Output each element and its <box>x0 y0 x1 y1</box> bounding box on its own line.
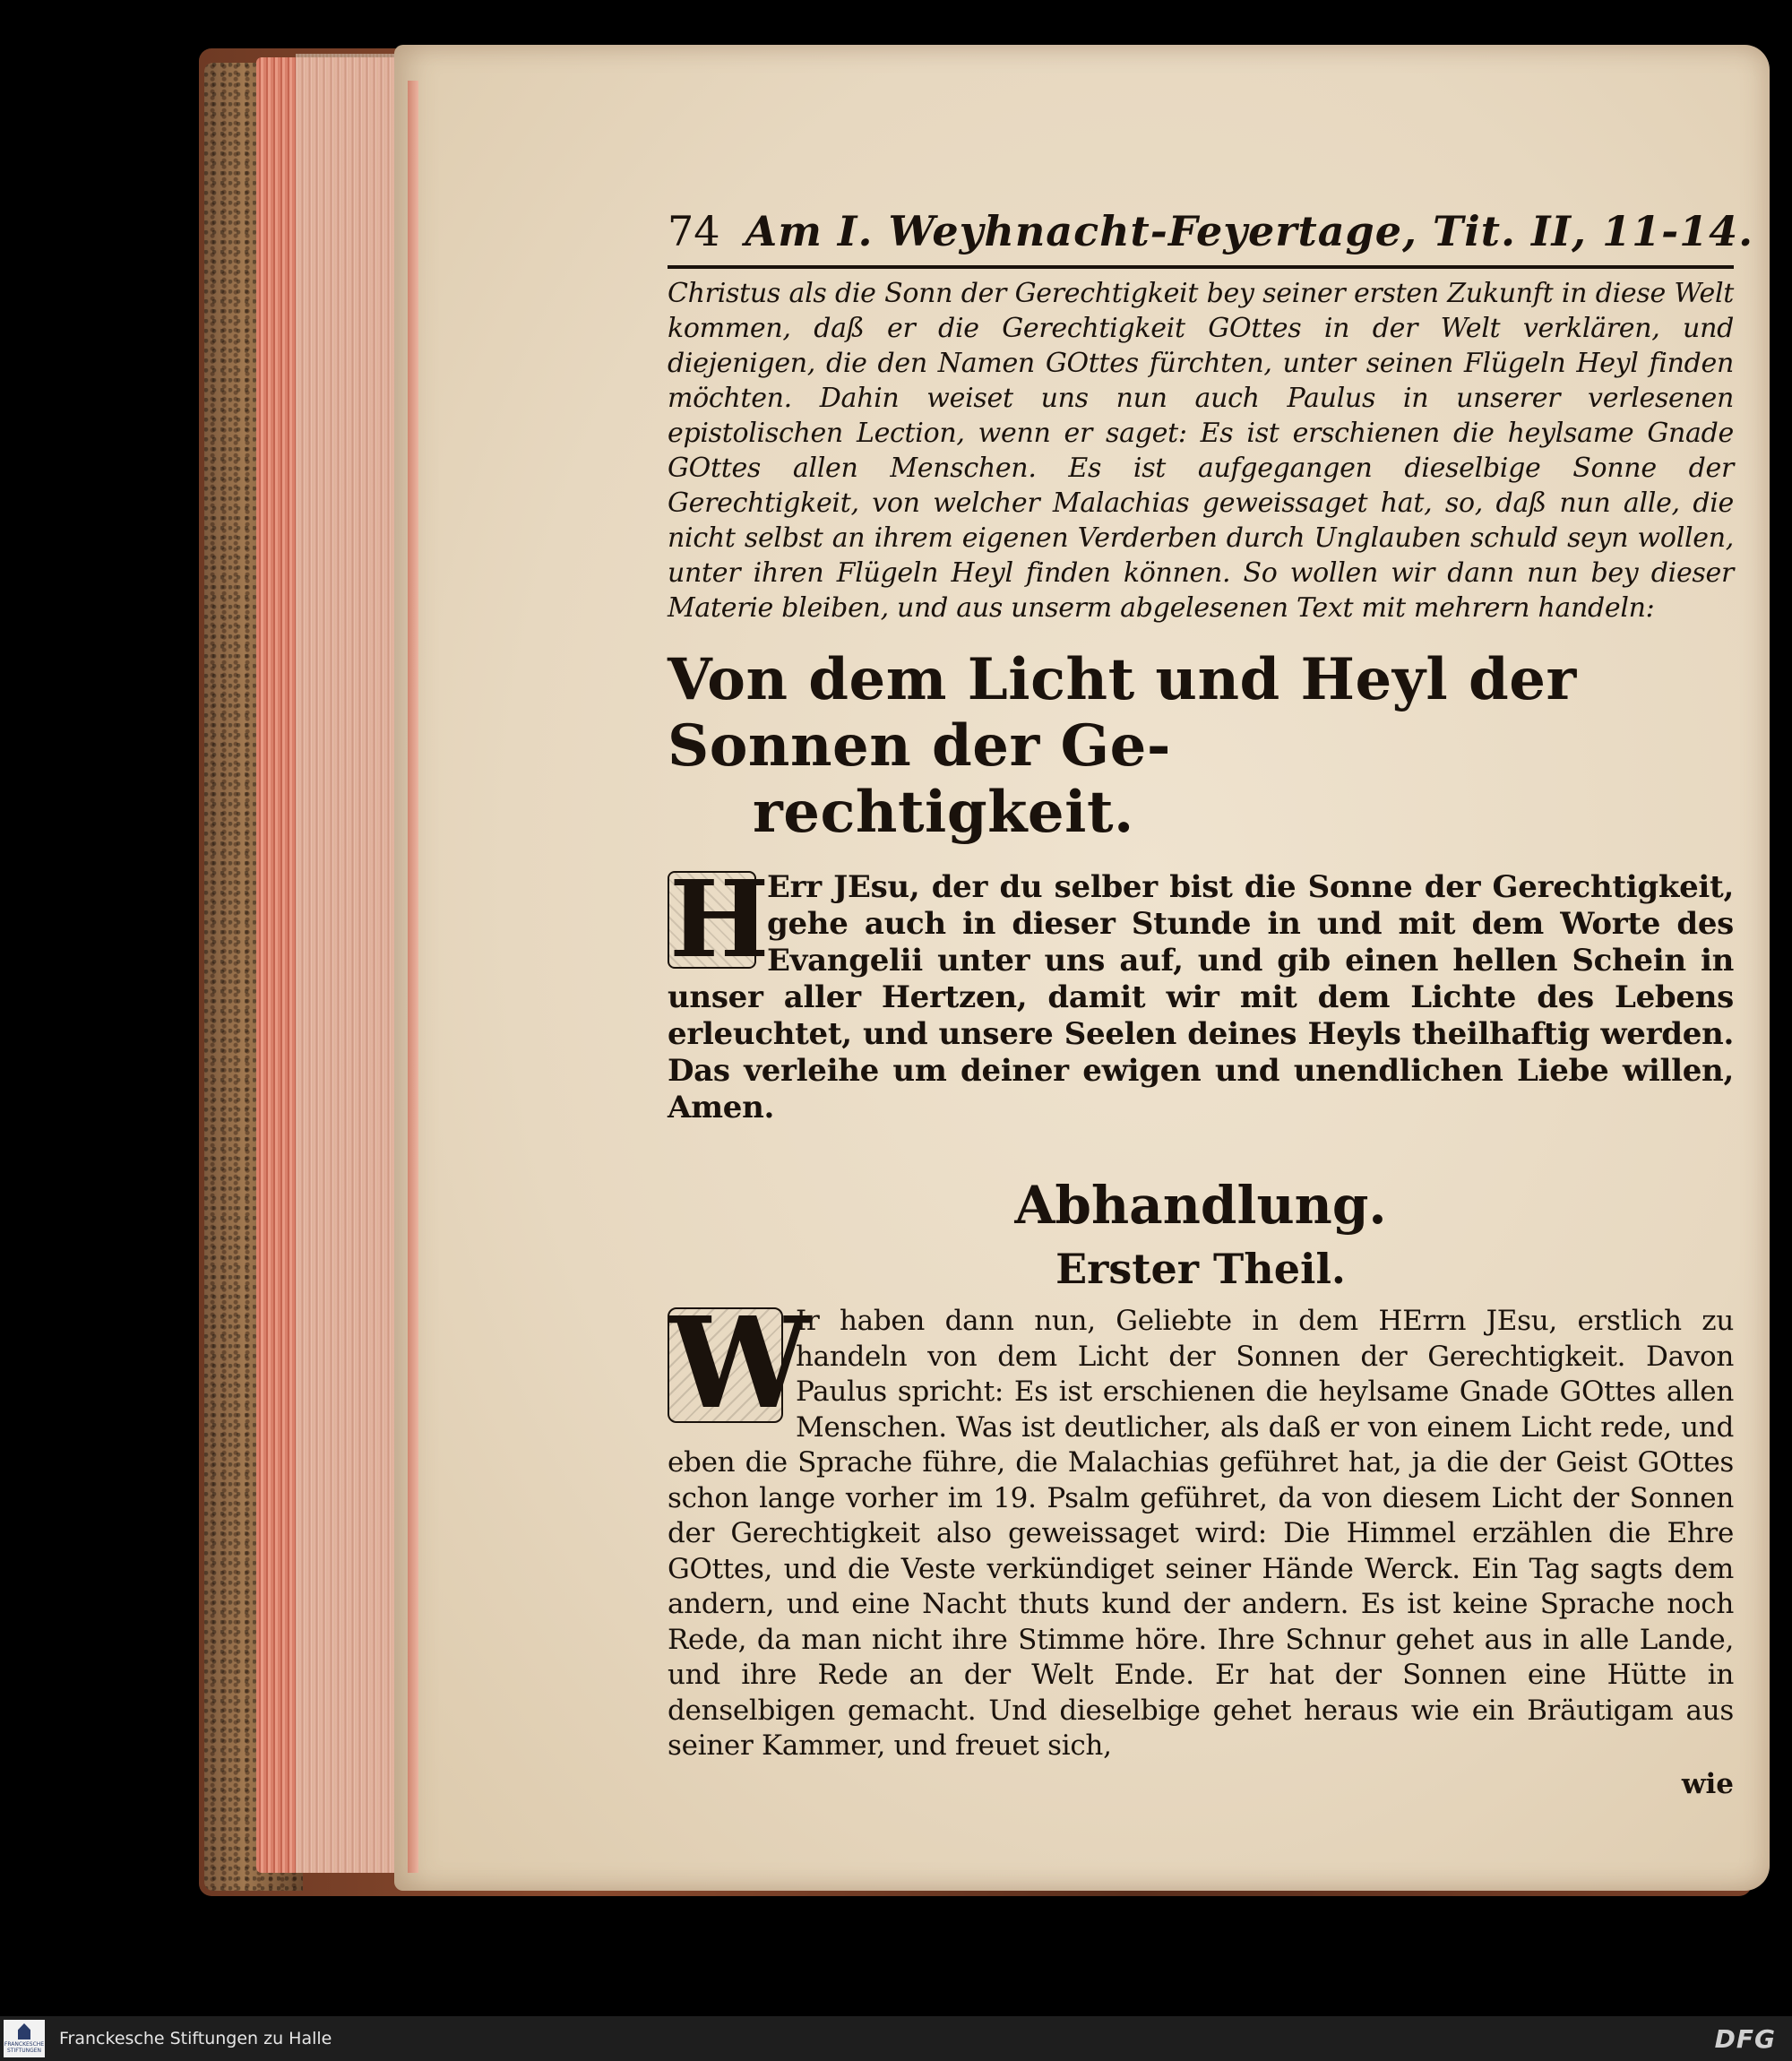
provider-name[interactable]: Franckesche Stiftungen zu Halle <box>59 2029 332 2048</box>
heading-abhandlung: Abhandlung. <box>1014 1175 1387 1236</box>
viewer-footer-bar <box>0 2016 1792 2061</box>
page-gutter <box>408 81 418 1873</box>
institution-logo[interactable] <box>4 2020 45 2057</box>
printed-text-block <box>668 204 1754 1800</box>
drop-cap-h: H <box>669 857 770 981</box>
logo-text: FRANCKESCHE STIFTUNGEN <box>4 2041 45 2054</box>
running-head-title: Am I. Weyhnacht-Feyertage, Tit. II, 11-14. <box>745 207 1754 255</box>
running-head <box>668 204 1754 269</box>
page-number: 74 <box>668 207 720 255</box>
dfg-logo[interactable]: DFG <box>1714 2023 1776 2054</box>
section-title <box>668 647 1734 846</box>
drop-cap-w: W <box>669 1290 810 1437</box>
body-text: Ir haben dann nun, Geliebte in dem HErrn JEsu, erstlich zu handeln von dem Licht der Sonnen der Gerechtigkeit. Davon Paulus spricht: Es ist erschienen die heylsame Gnade GOttes allen Menschen. Was ist deutlicher, als daß er von einem Licht rede, und eben die Sprache führe, die Malachias geführet hat, ja die der Geist GOttes schon lange vorher im 19. Psalm geführet, da von diesem Licht der Sonnen der Gerechtigkeit also geweissaget wird: Die Himmel erzählen die Ehre GOttes, und die Veste verkündiget seiner Hände Werck. Ein Tag sagts dem andern, und eine Nacht thuts kund der andern. Es ist keine Sprache noch Rede, da man nicht ihre Stimme höre. Ihre Schnur gehet aus in alle Lande, und ihre Rede an der Welt Ende. Er hat der Sonnen eine Hütte in denselbigen gemacht. Und dieselbige gehet heraus wie ein Bräutigam aus seiner Kammer, und freuet sich, <box>668 1305 1734 1762</box>
prayer-text: Err JEsu, der du selber bist die Sonne der Gerechtigkeit, gehe auch in dieser Stunde in und mit dem Worte des Evangelii unter uns auf, und gib einen hellen Schein in unser aller Hertzen, damit wir mit dem Lichte des Lebens erleuchtet, und unsere Seelen deines Heyls theilhaftig werden. Das verleihe um deiner ewigen und unendlichen Liebe willen, Amen. <box>668 869 1734 1125</box>
section-title-line2: rechtigkeit. <box>753 779 1134 846</box>
catchword: wie <box>1681 1767 1734 1800</box>
section-title-line1: Von dem Licht und Heyl der Sonnen der Ge- <box>668 646 1577 780</box>
page-stack <box>296 54 394 1873</box>
subheading-erster-theil: Erster Theil. <box>1055 1245 1346 1293</box>
intro-paragraph: Christus als die Sonn der Gerechtigkeit bey seiner ersten Zukunft in diese Welt kommen, daß er die Gerechtigkeit GOttes in der Welt verklären, und diejenigen, die den Namen GOttes fürchten, unter seinen Flügeln Heyl finden möchten. Dahin weiset uns nun auch Paulus in unserer verlesenen epistolischen Lection, wenn er saget: Es ist erschienen die heylsame Gnade GOttes allen Menschen. Es ist aufgegangen dieselbige Sonne der Gerechtigkeit, von welcher Malachias geweissaget hat, so, daß nun alle, die nicht selbst an ihrem eigenen Verderben durch Unglauben schuld seyn wollen, unter ihren Flügeln Heyl finden können. So wollen wir dann nun bey dieser Materie bleiben, und aus unserm abgelesenen Text mit mehrern handeln: <box>668 278 1734 624</box>
prayer-paragraph <box>668 857 1734 1126</box>
building-icon <box>18 2023 30 2039</box>
body-paragraph <box>668 1290 1734 1764</box>
